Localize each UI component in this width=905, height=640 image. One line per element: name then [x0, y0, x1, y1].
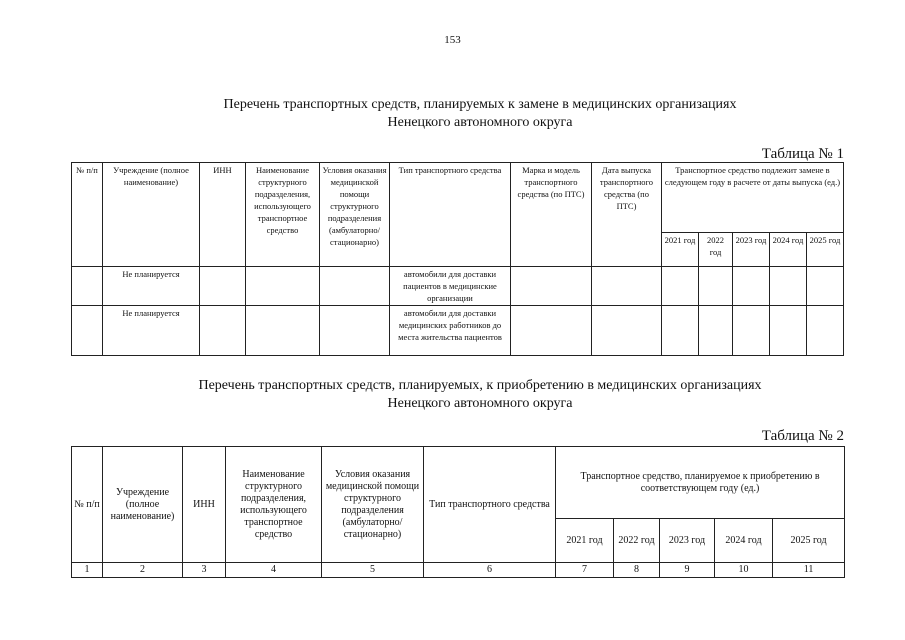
- t2-header-inn: ИНН: [183, 447, 226, 563]
- t1-header-institution: Учреждение (полное наименование): [103, 163, 200, 267]
- t1-header-num: № п/п: [72, 163, 103, 267]
- t1-row1-type: автомобили для доставки пациентов в медицинские организации: [390, 267, 511, 306]
- t1-row2-type: автомобили для доставки медицинских работников до места жительства пациентов: [390, 306, 511, 356]
- t2-year-2024: 2024 год: [715, 519, 773, 563]
- t1-header-date: Дата выпуска транспортного средства (по ПТС): [592, 163, 662, 267]
- t1-header-conditions: Условия оказания медицинской помощи структурного подразделения (амбулаторно/ стационарно): [320, 163, 390, 267]
- t2-colnum: 4: [226, 563, 322, 578]
- t1-year-2023: 2023 год: [733, 233, 770, 267]
- t2-colnum: 11: [773, 563, 845, 578]
- t2-colnum: 7: [556, 563, 614, 578]
- t1-row1-institution: Не планируется: [103, 267, 200, 306]
- t2-header-conditions: Условия оказания медицинской помощи структурного подразделения (амбулаторно/ стационарно): [322, 447, 424, 563]
- table2-title-line1: Перечень транспортных средств, планируемых, к приобретению в медицинских организациях: [198, 378, 762, 393]
- t1-row2-institution: Не планируется: [103, 306, 200, 356]
- table2-label: Таблица № 2: [761, 428, 844, 444]
- t2-header-purchase: Транспортное средство, планируемое к приобретению в соответствующем году (ед.): [556, 447, 845, 519]
- t2-year-2025: 2025 год: [773, 519, 845, 563]
- t2-header-unit: Наименование структурного подразделения, использующего транспортное средство: [226, 447, 322, 563]
- t2-column-numbers-row: [72, 563, 845, 578]
- t1-year-2024: 2024 год: [770, 233, 807, 267]
- t1-header-unit: Наименование структурного подразделения, использующего транспортное средство: [246, 163, 320, 267]
- t2-header-num: № п/п: [72, 447, 103, 563]
- table-1: [71, 162, 844, 356]
- t2-colnum: 8: [614, 563, 660, 578]
- page-number: 153: [444, 34, 461, 46]
- t2-header-institution: Учреждение (полное наименование): [103, 447, 183, 563]
- t1-header-replacement: Транспортное средство подлежит замене в следующем году в расчете от даты выпуска (ед.): [662, 163, 844, 233]
- t2-year-2022: 2022 год: [614, 519, 660, 563]
- t2-colnum: 3: [183, 563, 226, 578]
- t2-year-2023: 2023 год: [660, 519, 715, 563]
- t1-year-2021: 2021 год: [662, 233, 699, 267]
- table1-label: Таблица № 1: [761, 146, 844, 162]
- table-row: [72, 306, 844, 356]
- t1-year-2022: 2022 год: [699, 233, 733, 267]
- t2-colnum: 5: [322, 563, 424, 578]
- t2-header-type: Тип транспортного средства: [424, 447, 556, 563]
- table1-title-line1: Перечень транспортных средств, планируемых к замене в медицинских организациях: [223, 97, 737, 112]
- table-row: [72, 267, 844, 306]
- t1-header-inn: ИНН: [200, 163, 246, 267]
- t2-colnum: 10: [715, 563, 773, 578]
- t1-header-brand: Марка и модель транспортного средства (по ПТС): [511, 163, 592, 267]
- table1-title-line2: Ненецкого автономного округа: [387, 115, 573, 130]
- table2-title-line2: Ненецкого автономного округа: [387, 396, 573, 411]
- t2-colnum: 9: [660, 563, 715, 578]
- t2-colnum: 2: [103, 563, 183, 578]
- table-2: [71, 446, 845, 578]
- t2-colnum: 1: [72, 563, 103, 578]
- t1-header-type: Тип транспортного средства: [390, 163, 511, 267]
- t1-year-2025: 2025 год: [807, 233, 844, 267]
- t2-year-2021: 2021 год: [556, 519, 614, 563]
- t2-colnum: 6: [424, 563, 556, 578]
